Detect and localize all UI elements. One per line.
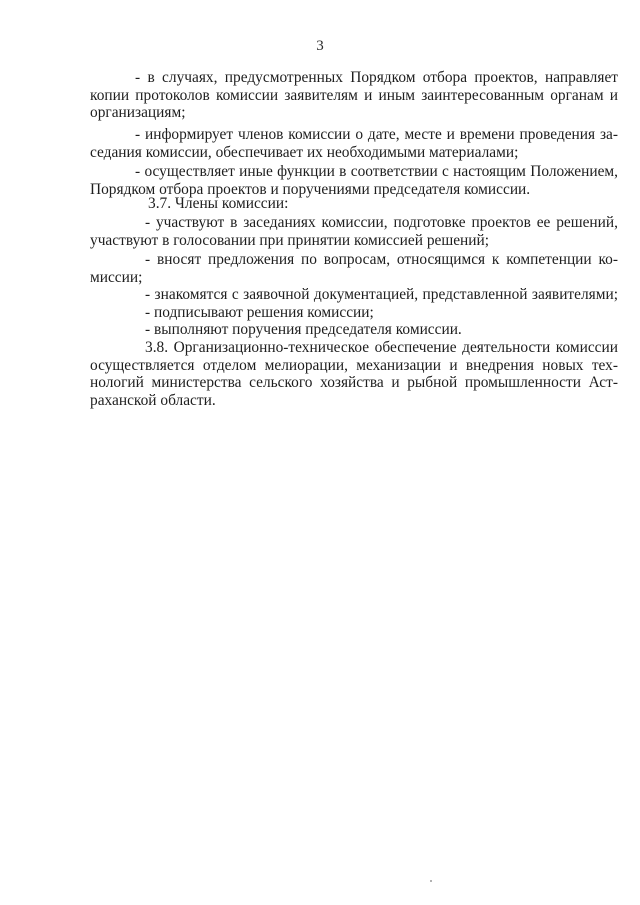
text-line: 3.8. Организационно-техническое обеспечение деятельности комиссии — [145, 339, 618, 356]
text-line: - вносят предложения по вопросам, относящимся к компетенции ко- — [145, 251, 618, 268]
text-line: осуществляется отделом мелиорации, механизации и внедрения новых тех- — [90, 356, 618, 374]
page-number: 3 — [316, 38, 324, 54]
text-line: организациям; — [90, 104, 186, 121]
text-line: участвуют в голосовании при принятии комиссией решений; — [90, 231, 490, 249]
text-line: - подписывают решения комиссии; — [145, 303, 374, 321]
text-line: - знакомятся с заявочной документацией, представленной заявителями; — [145, 286, 618, 303]
text-line: нологий министерства сельского хозяйства и рыбной промышленности Аст- — [90, 374, 618, 391]
text-line: копии протоколов комиссии заявителям и иным заинтересованным органам и — [90, 86, 618, 104]
section-heading: 3.7. Члены комиссии: — [148, 195, 289, 212]
text-line: седания комиссии, обеспечивает их необходимыми материалами; — [90, 143, 519, 161]
text-line: раханской области. — [90, 391, 216, 409]
scan-speck — [430, 880, 432, 882]
text-line: - выполняют поручения председателя комиссии. — [145, 321, 462, 338]
text-line: - осуществляет иные функции в соответствии с настоящим Положением, — [135, 163, 618, 180]
text-line: Порядком отбора проектов и поручениями председателя комиссии. — [90, 180, 531, 198]
text-line: миссии; — [90, 268, 143, 286]
text-line: - участвуют в заседаниях комиссии, подготовке проектов ее решений, — [145, 214, 618, 231]
text-line: - информирует членов комиссии о дате, месте и времени проведения за- — [135, 126, 618, 143]
text-line: - в случаях, предусмотренных Порядком отбора проектов, направляет — [135, 69, 618, 86]
